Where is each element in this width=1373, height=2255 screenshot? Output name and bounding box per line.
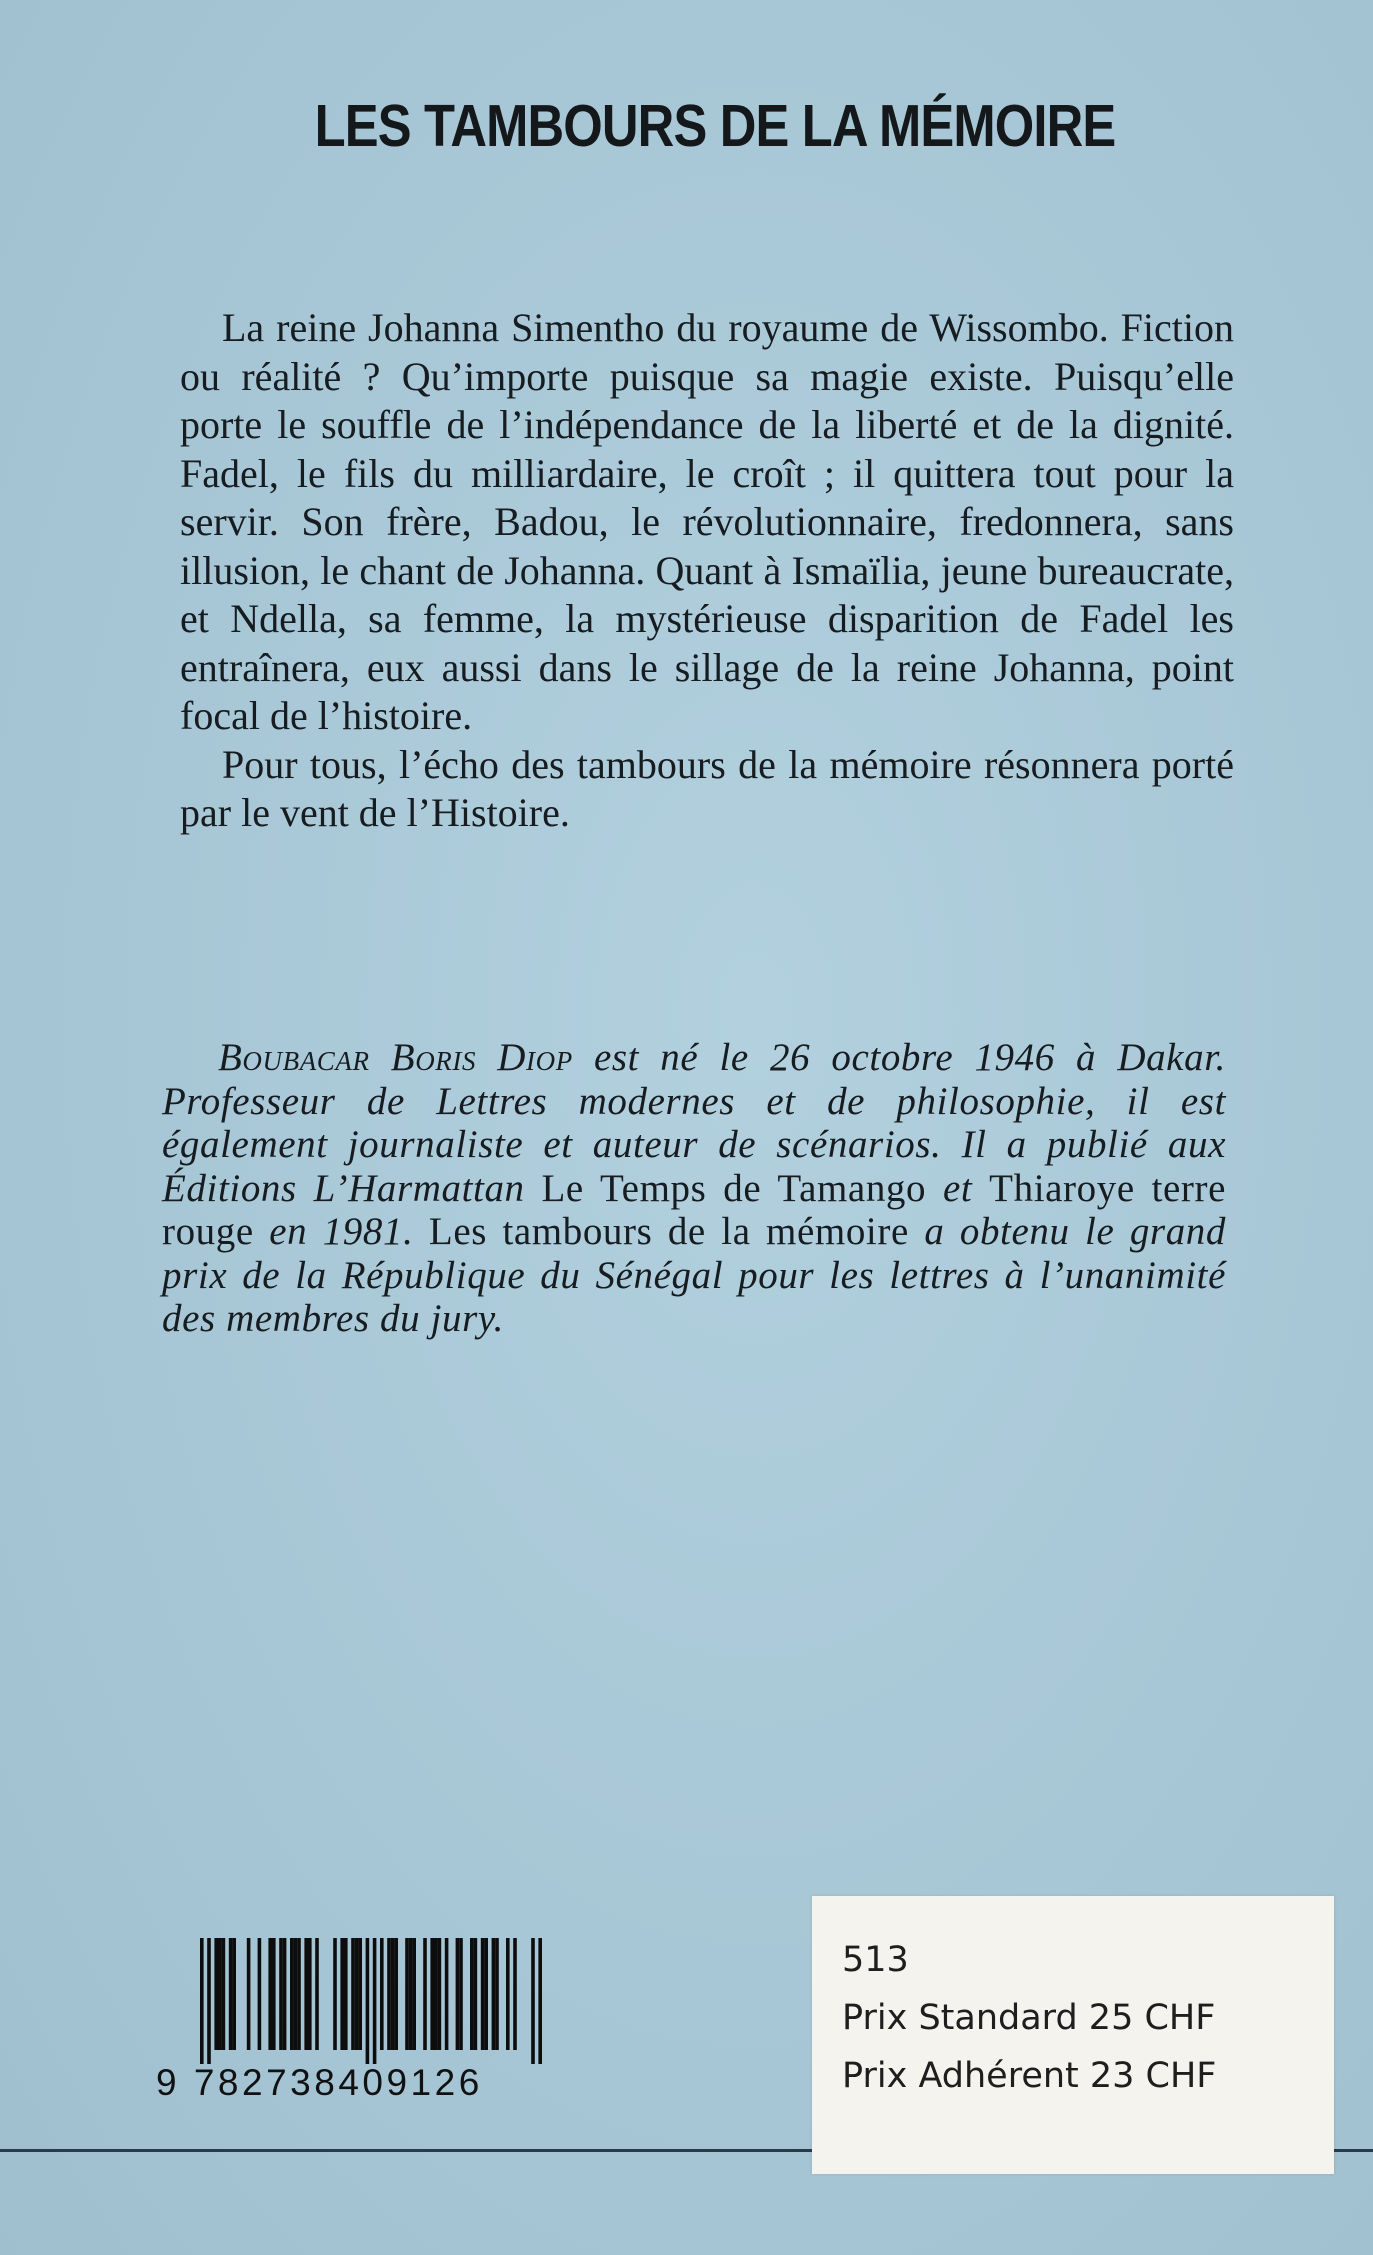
synopsis-paragraph-2: Pour tous, l’écho des tambours de la mémoire résonnera porté par le vent de l’Histoire. xyxy=(180,741,1234,835)
barcode-bar xyxy=(308,1938,312,2050)
author-biography xyxy=(162,1036,1226,1341)
barcode-bar xyxy=(258,1938,262,2050)
barcode-bar xyxy=(412,1938,416,2050)
bio-book-title-2: Thiaroye terre rouge xyxy=(162,1166,1227,1253)
barcode-bar xyxy=(531,1938,535,2064)
barcode-first-digit: 9 xyxy=(156,2062,181,2103)
barcode-bar xyxy=(344,1938,348,2050)
book-title: LES TAMBOURS DE LA MÉMOIRE xyxy=(314,93,1116,159)
barcode-bar xyxy=(355,1938,359,2050)
barcode-bars xyxy=(156,1938,566,2064)
barcode-bar xyxy=(456,1938,460,2050)
barcode-bar xyxy=(481,1938,485,2050)
isbn-barcode xyxy=(156,1938,566,2103)
bio-text-4: a obtenu le grand prix de la République du Sénégal pour les lettres à l’unanimité des membres du jury. xyxy=(162,1210,1226,1340)
bio-book-title-3: Les tambours de la mémoire xyxy=(428,1210,909,1253)
barcode-bar xyxy=(294,1938,298,2050)
barcode-bar xyxy=(513,1938,517,2050)
barcode-bar xyxy=(474,1938,478,2050)
barcode-bar xyxy=(394,1938,398,2050)
barcode-bar xyxy=(290,1938,294,2050)
barcode-digits: 782738409126 xyxy=(193,2062,483,2103)
synopsis-paragraph-1: La reine Johanna Simentho du royaume de Wissombo. Fiction ou réalité ? Qu’importe puisque sa magie existe. Puisqu’elle porte le souffle de l’indépendance de la liberté et de la dignité. Fadel, le fils du milliardaire, le croît ; il quittera tout pour la servir. Son frère, Badou, le révolutionnaire, fredonnera, sans illusion, le chant de Johanna. Quant à Ismaïlia, jeune bureaucrate, et Ndella, sa femme, la mystérieuse disparition de Fadel les entraînera, eux aussi dans le sillage de la reine Johanna, point focal de l’histoire. xyxy=(180,305,1234,738)
barcode-bar xyxy=(495,1938,499,2050)
barcode-bar xyxy=(268,1938,272,2050)
barcode-bar xyxy=(247,1938,251,2050)
author-name: Boubacar Boris Diop xyxy=(218,1036,573,1079)
bio-text-2: et xyxy=(926,1166,990,1210)
barcode-bar xyxy=(438,1938,442,2050)
barcode-bar xyxy=(459,1938,463,2050)
barcode-bar xyxy=(484,1938,488,2050)
barcode-bar xyxy=(470,1938,474,2050)
barcode-bar xyxy=(279,1938,283,2050)
synopsis xyxy=(180,304,1234,838)
barcode-bar xyxy=(340,1938,344,2050)
barcode-bar xyxy=(387,1938,391,2050)
barcode-bar xyxy=(409,1938,413,2050)
barcode-bar xyxy=(333,1938,337,2050)
barcode-bar xyxy=(538,1938,542,2064)
barcode-bar xyxy=(272,1938,276,2050)
barcode-bar xyxy=(297,1938,301,2050)
member-price: Prix Adhérent 23 CHF xyxy=(842,2056,1217,2096)
barcode-bar xyxy=(380,1938,384,2050)
barcode-bar xyxy=(218,1938,222,2050)
barcode-bar xyxy=(283,1938,287,2050)
barcode-bar xyxy=(351,1938,355,2050)
barcode-bar xyxy=(232,1938,236,2050)
barcode-bar xyxy=(506,1938,510,2050)
barcode-bar xyxy=(200,1938,204,2064)
barcode-bar xyxy=(366,1938,370,2064)
barcode-bar xyxy=(434,1938,438,2050)
barcode-bar xyxy=(315,1938,319,2050)
barcode-bar xyxy=(304,1938,308,2050)
bio-book-title-1: Le Temps de Tamango xyxy=(541,1166,927,1210)
barcode-bar xyxy=(229,1938,233,2050)
price-sticker-code: 513 xyxy=(842,1940,909,1980)
barcode-bar xyxy=(423,1938,427,2050)
barcode-bar xyxy=(214,1938,218,2050)
barcode-bar xyxy=(445,1938,449,2050)
bio-text-3: en 1981. xyxy=(253,1210,429,1253)
barcode-bar xyxy=(391,1938,395,2050)
barcode-bar xyxy=(430,1938,434,2050)
barcode-bar xyxy=(207,1938,211,2064)
bio-text-1: est né le 26 octobre 1946 à Dakar. Professeur de Lettres modernes et de philosophie, il est également journaliste et auteur de scénarios. Il a publié aux Éditions L’Harmattan xyxy=(162,1036,1226,1210)
barcode-number xyxy=(156,2062,566,2104)
barcode-bar xyxy=(405,1938,409,2050)
barcode-bar xyxy=(358,1938,362,2050)
author-biography-paragraph xyxy=(162,1036,1226,1341)
price-sticker xyxy=(812,1896,1334,2174)
barcode-bar xyxy=(373,1938,377,2064)
barcode-bar xyxy=(492,1938,496,2050)
standard-price: Prix Standard 25 CHF xyxy=(842,1998,1216,2038)
barcode-bar xyxy=(222,1938,226,2050)
